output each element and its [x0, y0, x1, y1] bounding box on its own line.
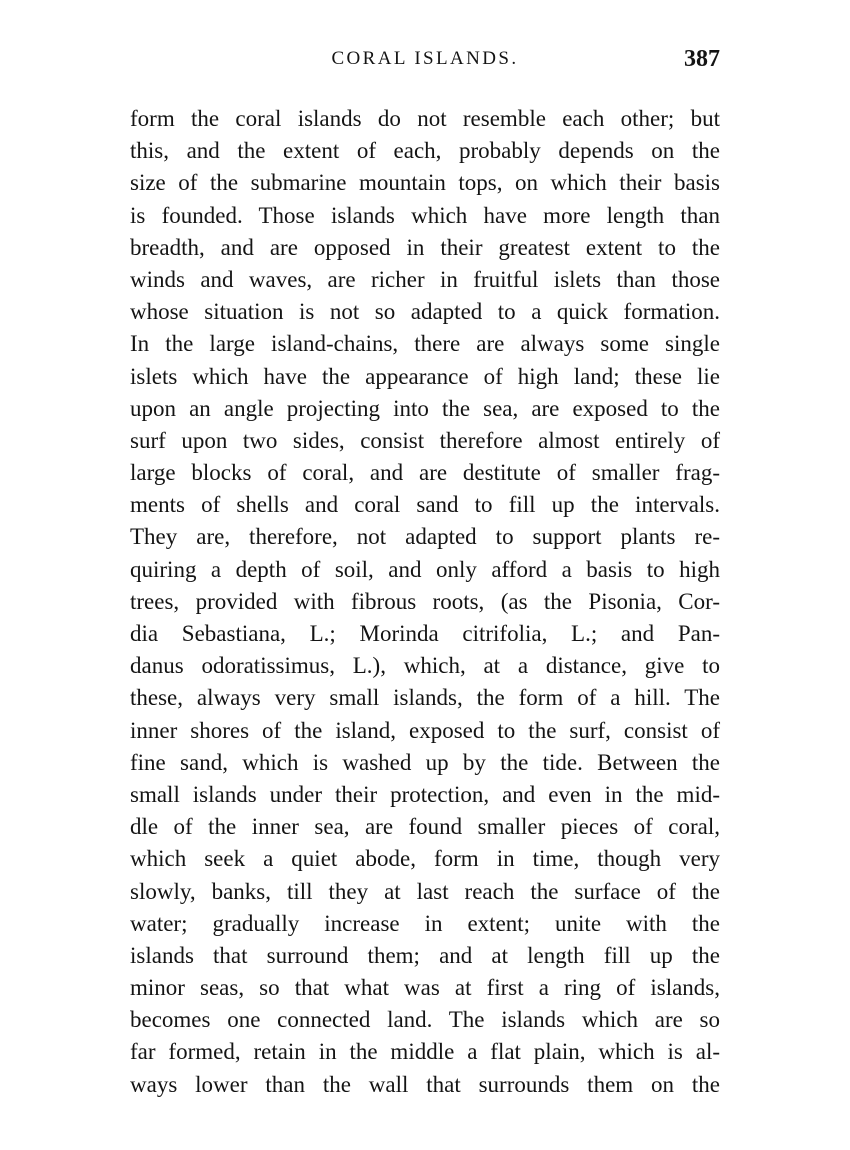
- text-line: dia Sebastiana, L.; Morinda citrifolia, L.; and Pan-: [130, 621, 720, 646]
- text-line: They are, therefore, not adapted to support plants re-: [130, 524, 720, 550]
- text-line: these, always very small islands, the form of a hill. The: [130, 685, 720, 711]
- running-head-title: CORAL ISLANDS.: [331, 48, 519, 69]
- text-line: islands that surround them; and at length fill up the: [130, 942, 720, 968]
- text-line: water; gradually increase in extent; unite with the: [130, 910, 720, 936]
- text-line: small islands under their protection, and even in the mid-: [130, 781, 720, 807]
- text-line: trees, provided with fibrous roots, (as the Pisonia, Cor-: [130, 588, 720, 614]
- text-line: ments of shells and coral sand to fill up the intervals.: [130, 492, 720, 518]
- text-line: size of the submarine mountain tops, on which their basis: [130, 170, 720, 196]
- text-line: In the large island-chains, there are always some single: [130, 331, 720, 357]
- text-line: whose situation is not so adapted to a quick formation.: [130, 299, 720, 325]
- text-line: dle of the inner sea, are found smaller pieces of coral,: [130, 814, 720, 840]
- text-line: this, and the extent of each, probably depends on the: [130, 138, 720, 164]
- text-line: surf upon two sides, consist therefore almost entirely of: [130, 427, 720, 453]
- text-line: minor seas, so that what was at first a ring of islands,: [130, 975, 720, 1001]
- text-line: inner shores of the island, exposed to the surf, consist of: [130, 717, 720, 743]
- text-line: large blocks of coral, and are destitute of smaller frag-: [130, 460, 720, 486]
- body-text: [130, 103, 720, 1101]
- text-line: breadth, and are opposed in their greatest extent to the: [130, 234, 720, 260]
- running-head: [130, 46, 720, 76]
- text-line: far formed, retain in the middle a flat plain, which is al-: [130, 1039, 720, 1065]
- text-line: slowly, banks, till they at last reach the surface of the: [130, 878, 720, 904]
- text-line: winds and waves, are richer in fruitful islets than those: [130, 266, 720, 292]
- text-line: fine sand, which is washed up by the tide. Between the: [130, 749, 720, 775]
- text-line: form the coral islands do not resemble each other; but: [130, 106, 720, 131]
- text-line: islets which have the appearance of high land; these lie: [130, 363, 720, 389]
- text-line: upon an angle projecting into the sea, are exposed to the: [130, 395, 720, 421]
- text-line: becomes one connected land. The islands which are so: [130, 1007, 720, 1033]
- text-line: ways lower than the wall that surrounds them on the: [130, 1071, 720, 1097]
- text-line: is founded. Those islands which have more length than: [130, 202, 720, 228]
- page-number: 387: [684, 46, 720, 72]
- text-line: danus odoratissimus, L.), which, at a distance, give to: [130, 653, 720, 679]
- text-line: which seek a quiet abode, form in time, though very: [130, 846, 720, 872]
- text-line: quiring a depth of soil, and only afford a basis to high: [130, 556, 720, 582]
